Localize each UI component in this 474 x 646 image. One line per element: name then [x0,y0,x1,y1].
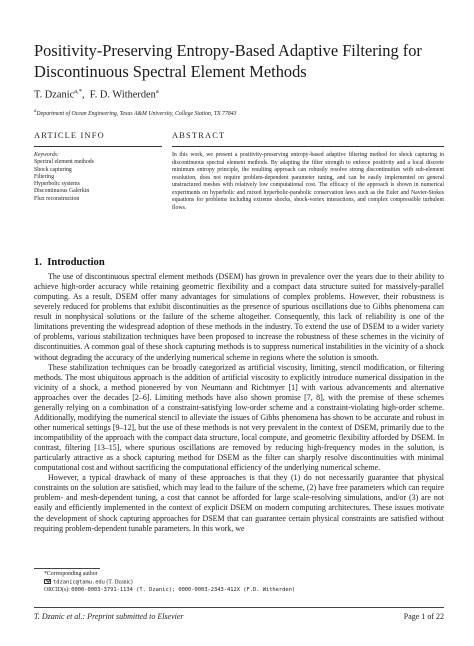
email-address[interactable]: tdzanic@tamu.edu [53,579,105,586]
footer-note: : Preprint submitted to Elsevier [82,612,184,621]
footnote-rule [34,568,100,569]
running-footer [34,612,184,621]
footer-authors: T. Dzanic et al. [34,612,83,621]
keyword-item: Flux reconstruction [34,195,80,202]
section-title: Introduction [47,257,105,268]
author-affil-mark: a,* [74,88,82,95]
keywords-label: Keywords: [34,152,59,158]
author-list [34,88,159,100]
abstract-text: In this work, we present a positivity-preserving entropy-based adaptive filtering method for shock capturing in discontinuous spectral element methods. By adapting the filter strength to enforce positivity and a local discrete minimum entropy principle, the resulting approach can robustly resolve strong discontinuities with sub-element resolution, does not require problem-dependent parameter tuning, and can be easily implemented on general unstructured meshes with relatively low computational cost. The efficacy of the approach is shown in numerical experiments on hyperbolic and mixed hyperbolic-parabolic conservation laws such as the Euler and Navier-Stokes equations for problems including extreme shocks, shock-vortex interactions, and complex compressible turbulent flows. [172,152,444,211]
abstract-heading: ABSTRACT [172,131,226,140]
article-info-rule [34,146,162,147]
footer-rule [34,607,444,608]
section-number: 1. [34,257,42,268]
keyword-item: Shock capturing [34,166,72,173]
email-owner: (T. Dzanic) [106,579,133,586]
body-text [34,272,444,534]
keyword-item: Discontinuous Galerkin [34,188,90,195]
author-separator: , [81,89,85,101]
affiliation-mark: a [34,109,37,114]
orcid-ids: 0000-0003-3791-1134 (T. Dzanic); 0000-0003-2343-412X (F.D. Witherden) [71,586,296,593]
affiliation [34,109,237,117]
section-heading [34,257,105,268]
author-name: T. Dzanic [34,89,75,101]
affiliation-text: Department of Ocean Engineering, Texas A&M University, College Station, TX 77843 [36,110,237,117]
corresponding-author-note: *Corresponding author [44,571,98,577]
paper-title: Positivity-Preserving Entropy-Based Adaptive Filtering for Discontinuous Spectral Element Methods [34,41,422,81]
author-affil-mark: a [155,88,159,95]
author-name: F. D. Witherden [89,89,156,101]
page-number: Page 1 of 22 [403,612,444,621]
body-paragraph: However, a typical drawback of many of these approaches is that they (1) do not necessarily guarantee that physical constraints on the solution are satisfied, which may lead to the failure of the scheme, (2) have free parameters which can require problem- and mesh-dependent tuning, a cost that cannot be afforded for large scale-resolving simulations, and/or (3) are not easily and efficiently implemented in the context of explicit DSEM on modern computing architectures. These issues motivate the development of shock capturing approaches for DSEM that can guarantee certain physical constraints are satisfied without requiring problem-dependent tunable parameters. In this work, we [34,473,444,533]
orcid-line [34,587,444,595]
body-paragraph: The use of discontinuous spectral element methods (DSEM) has grown in prevalence over the years due to their ability to achieve high-order accuracy while retaining geometric flexibility and a compact data structure suited for massively-parallel computing. As a result, DSEM offer many advantages for simulations of complex problems. However, their robustness is severely reduced for problems that exhibit discontinuities as the presence of spurious oscillations due to Gibbs phenomena can result in nonphysical solutions or the failure of the scheme altogether. Consequently, this lack of reliability is one of the limitations preventing the widespread adoption of these methods in the industry. To extend the use of DSEM to a wider variety of problems, various stabilization techniques have been proposed to increase the robustness of these schemes in the vicinity of discontinuities. A common goal of these shock capturing methods is to suppress numerical instabilities in the vicinity of a shock without degrading the accuracy of the underlying numerical scheme in regions where the solution is smooth. [34,272,444,362]
keywords-block [34,152,162,203]
keyword-item: Filtering [34,173,54,180]
article-info-heading: ARTICLE INFO [34,131,105,140]
email-line [34,579,444,587]
footnotes [34,571,444,594]
orcid-label: ORCID(s): [44,586,70,593]
keyword-item: Spectral element methods [34,159,94,166]
abstract-rule [172,146,444,147]
keyword-item: Hyperbolic systems [34,181,80,188]
envelope-icon [44,579,51,584]
body-paragraph: These stabilization techniques can be broadly categorized as artificial viscosity, limiting, stencil modification, or filtering methods. The most ubiquitous approach is the addition of artificial viscosity to explicitly introduce numerical dissipation in the vicinity of a shock, a method pioneered by von Neumann and Richtmyer [1] with various advancements and alternative approaches over the decades [2–6]. Limiting methods have also shown promise [7, 8], with the premise of these schemes generally relying on a combination of a constraint-satisfying low-order scheme and a constraint-violating high-order scheme. Additionally, modifying the numerical stencil to alleviate the issues of Gibbs phenomena has shown to be accurate and robust in other numerical settings [9–12], but the use of these methods is not very prevalent in the context of DSEM, primarily due to the incompatibility of the approach with the compact data structure, local compute, and geometric flexibility afforded by DSEM. In contrast, filtering [13–15], where spurious oscillations are removed by reducing high-frequency modes in the solution, is particularly attractive as a shock capturing method for DSEM as the filter can sharply resolve discontinuities with minimal computational cost and without sacrificing the computational efficiency of the underlying numerical scheme. [34,362,444,473]
